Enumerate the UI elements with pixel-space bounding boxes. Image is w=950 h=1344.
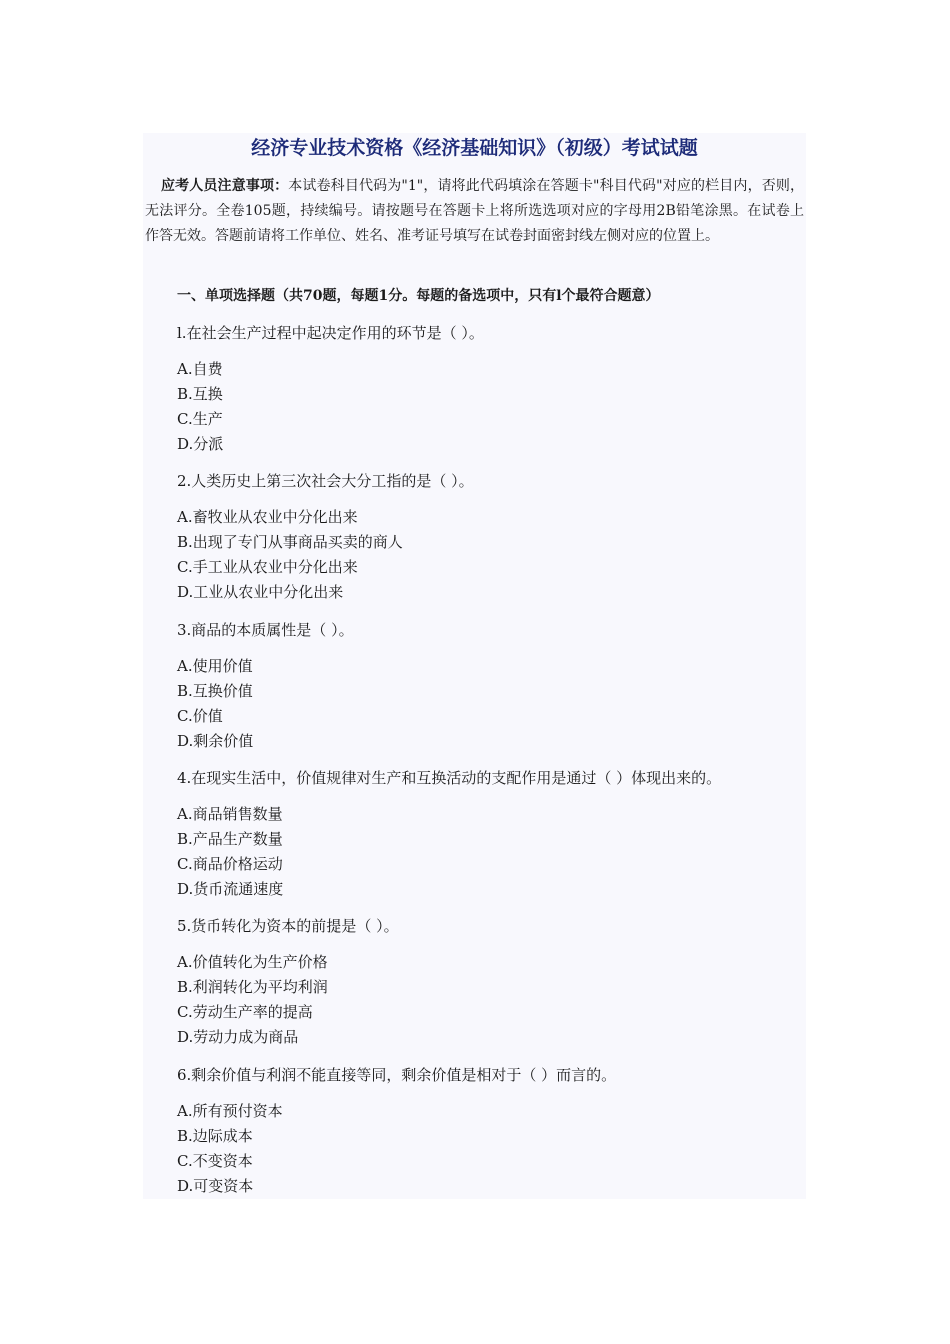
option-b: B.利润转化为平均利润 — [177, 978, 328, 996]
option-a: A.自费 — [177, 360, 223, 378]
section-heading: 一、单项选择题（共70题，每题1分。每题的备选项中，只有l个最符合题意） — [177, 288, 660, 304]
option-b: B.互换价值 — [177, 682, 253, 700]
option-list — [177, 654, 253, 754]
option-c: C.劳动生产率的提高 — [177, 1003, 313, 1021]
question-stem: 3.商品的本质属性是（ ）。 — [177, 621, 354, 639]
option-list — [177, 950, 328, 1050]
question-stem: 6.剩余价值与利润不能直接等同，剩余价值是相对于（ ）而言的。 — [177, 1066, 617, 1084]
option-a: A.畜牧业从农业中分化出来 — [177, 508, 358, 526]
question-stem: 5.货币转化为资本的前提是（ ）。 — [177, 917, 399, 935]
notice-text: 本试卷科目代码为"1"，请将此代码填涂在答题卡"科目代码"对应的栏目内，否则，无法评分。全卷105题，持续编号。请按题号在答题卡上将所选选项对应的字母用2B铅笔涂黑。在试卷上作答无效。答题前请将工作单位、姓名、准考证号填写在试卷封面密封线左侧对应的位置上。 — [145, 178, 804, 244]
option-c: C.价值 — [177, 707, 223, 725]
option-d: D.劳动力成为商品 — [177, 1028, 299, 1046]
notice-label: 应考人员注意事项： — [161, 178, 289, 194]
option-list — [177, 802, 283, 902]
option-d: D.货币流通速度 — [177, 880, 284, 898]
option-list — [177, 1099, 283, 1199]
option-d: D.可变资本 — [177, 1177, 254, 1195]
option-d: D.工业从农业中分化出来 — [177, 583, 344, 601]
option-b: B.互换 — [177, 385, 223, 403]
option-d: D.剩余价值 — [177, 732, 254, 750]
option-a: A.商品销售数量 — [177, 805, 283, 823]
option-b: B.产品生产数量 — [177, 830, 283, 848]
option-b: B.出现了专门从事商品买卖的商人 — [177, 533, 403, 551]
option-b: B.边际成本 — [177, 1127, 253, 1145]
document-title: 经济专业技术资格《经济基础知识》（初级）考试试题 — [251, 137, 698, 159]
option-list — [177, 505, 403, 605]
question-stem: 4.在现实生活中，价值规律对生产和互换活动的支配作用是通过（ ）体现出来的。 — [177, 769, 722, 787]
option-d: D.分派 — [177, 435, 224, 453]
option-c: C.不变资本 — [177, 1152, 253, 1170]
option-c: C.生产 — [177, 410, 223, 428]
option-c: C.商品价格运动 — [177, 855, 283, 873]
question-stem: 2.人类历史上第三次社会大分工指的是（ ）。 — [177, 472, 474, 490]
question-stem: l.在社会生产过程中起决定作用的环节是（ ）。 — [177, 324, 484, 342]
option-a: A.使用价值 — [177, 657, 253, 675]
option-a: A.价值转化为生产价格 — [177, 953, 328, 971]
exam-notice — [145, 174, 804, 249]
option-list — [177, 357, 223, 457]
option-c: C.手工业从农业中分化出来 — [177, 558, 358, 576]
option-a: A.所有预付资本 — [177, 1102, 283, 1120]
